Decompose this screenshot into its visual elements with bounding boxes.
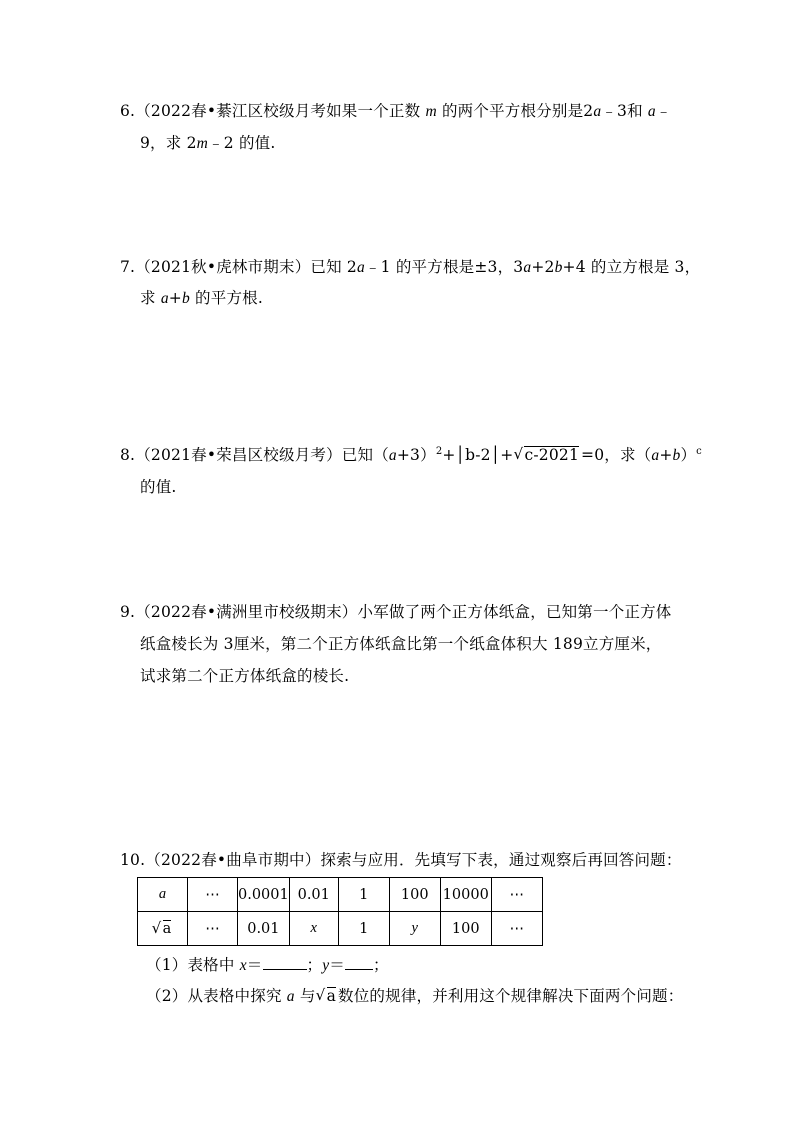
table-cell: 1: [338, 878, 389, 912]
var-a: a: [523, 259, 532, 276]
text: 的两个平方根分别是2: [441, 102, 594, 120]
var-y: y: [322, 957, 330, 974]
text: 小军做了两个正方体纸盒，已知第一个正方体: [357, 603, 672, 621]
question-number: 10.: [120, 851, 146, 869]
sqrt-expression: [152, 920, 174, 938]
sqrt-icon: √: [315, 986, 326, 1004]
text: +: [659, 446, 673, 464]
sqrt-table: [137, 877, 543, 946]
table-cell: ⋯: [491, 878, 542, 912]
question-number: 7.: [120, 258, 136, 276]
text: +4 的立方根是 3，: [562, 258, 701, 276]
sqrt-icon: √: [151, 918, 162, 937]
text: +2: [531, 258, 555, 276]
table-row: [138, 878, 543, 912]
var-x: x: [239, 957, 247, 974]
q7-line1: [120, 257, 700, 278]
q9-line1: [120, 602, 672, 622]
question-number: 9.: [120, 603, 136, 621]
question-source: （2022春•綦江区校级月考: [135, 102, 327, 120]
sqrt-expression: [316, 986, 338, 1006]
text: 试求第二个正方体纸盒的棱长.: [140, 667, 350, 685]
q10-sub1: [146, 955, 389, 976]
text: 的值.: [140, 478, 177, 496]
q7-line2: [140, 288, 263, 309]
table-cell: 1: [338, 912, 389, 946]
table-cell: 0.0001: [238, 878, 290, 912]
q8-line2: [140, 477, 177, 497]
var-a: a: [647, 103, 656, 120]
text: 已知 2: [310, 258, 357, 276]
var-a: a: [357, 259, 365, 276]
text: 已知（: [341, 446, 389, 464]
text: ﹣: [655, 102, 672, 120]
table-cell: 100: [440, 912, 491, 946]
table-cell: 0.01: [289, 878, 338, 912]
text: ﹣1 的平方根是±3，3: [364, 258, 524, 276]
text: +3）: [396, 446, 436, 464]
question-source: （2021春•荣昌区校级月考）: [135, 446, 342, 464]
text: +: [168, 289, 182, 307]
var-b: b: [672, 447, 681, 464]
text: +│b-2│+: [442, 446, 514, 464]
question-source: （2021秋•虎林市期末）: [135, 258, 311, 276]
text: ﹣3和: [601, 102, 643, 120]
table-cell: 100: [389, 878, 440, 912]
text: ；: [306, 956, 323, 974]
text: 与: [294, 987, 316, 1005]
text: 纸盒棱长为 3厘米，第二个正方体纸盒比第一个纸盒体积大 189立方厘米，: [140, 635, 662, 653]
var-a: a: [651, 447, 660, 464]
text: 9，求 2: [140, 134, 197, 152]
text: ）: [680, 446, 697, 464]
table-cell: 10000: [440, 878, 491, 912]
var-m: m: [425, 103, 437, 120]
var-a: a: [388, 447, 397, 464]
question-source: （2022春•满洲里市校级期末）: [135, 603, 358, 621]
q6-line2: [140, 133, 275, 154]
radicand: a: [162, 920, 172, 937]
var-m: m: [196, 135, 209, 152]
table-row: [138, 912, 543, 946]
exponent: c: [696, 446, 702, 457]
var-a: a: [158, 886, 167, 902]
q10-line1: [120, 850, 682, 870]
answer-blank-y[interactable]: [345, 955, 373, 970]
table-cell: ⋯: [188, 912, 238, 946]
table-cell: 0.01: [238, 912, 290, 946]
sqrt-expression: [513, 445, 581, 465]
text: 探索与应用．先填写下表，通过观察后再回答问题：: [320, 851, 682, 869]
var-y: y: [411, 920, 418, 936]
text: 数位的规律，并利用这个规律解决下面两个问题：: [338, 987, 684, 1005]
var-a: a: [286, 988, 295, 1005]
text: ＝: [329, 956, 345, 974]
text: 如果一个正数: [326, 102, 421, 120]
table-cell: [138, 878, 188, 912]
text: 求: [140, 289, 161, 307]
text: （1）表格中: [146, 956, 240, 974]
answer-blank-x[interactable]: [263, 955, 307, 970]
q8-line1: [120, 445, 702, 468]
question-source: （2022春•曲阜市期中）: [145, 851, 321, 869]
var-x: x: [310, 920, 317, 936]
text: ；: [373, 956, 389, 974]
table-cell: [289, 912, 338, 946]
question-number: 8.: [120, 446, 136, 464]
var-a: a: [593, 103, 602, 120]
table-cell: [138, 912, 188, 946]
text: =0，求（: [581, 446, 652, 464]
table-cell: ⋯: [188, 878, 238, 912]
q9-line2: [140, 634, 662, 654]
text: ﹣2 的值.: [208, 134, 276, 152]
radicand: a: [326, 987, 337, 1005]
var-b: b: [554, 259, 563, 276]
var-b: b: [181, 290, 190, 307]
question-number: 6.: [120, 102, 136, 120]
table-cell: ⋯: [491, 912, 542, 946]
text: （2）从表格中探究: [146, 987, 287, 1005]
radicand: c-2021: [524, 446, 580, 464]
exponent: 2: [435, 446, 443, 457]
table-cell: [389, 912, 440, 946]
var-a: a: [160, 290, 169, 307]
q10-sub2: [146, 986, 683, 1007]
sqrt-icon: √: [513, 445, 524, 463]
text: 的平方根.: [189, 289, 263, 307]
q6-line1: [120, 101, 672, 122]
q9-line3: [140, 666, 349, 686]
text: ＝: [246, 956, 263, 974]
